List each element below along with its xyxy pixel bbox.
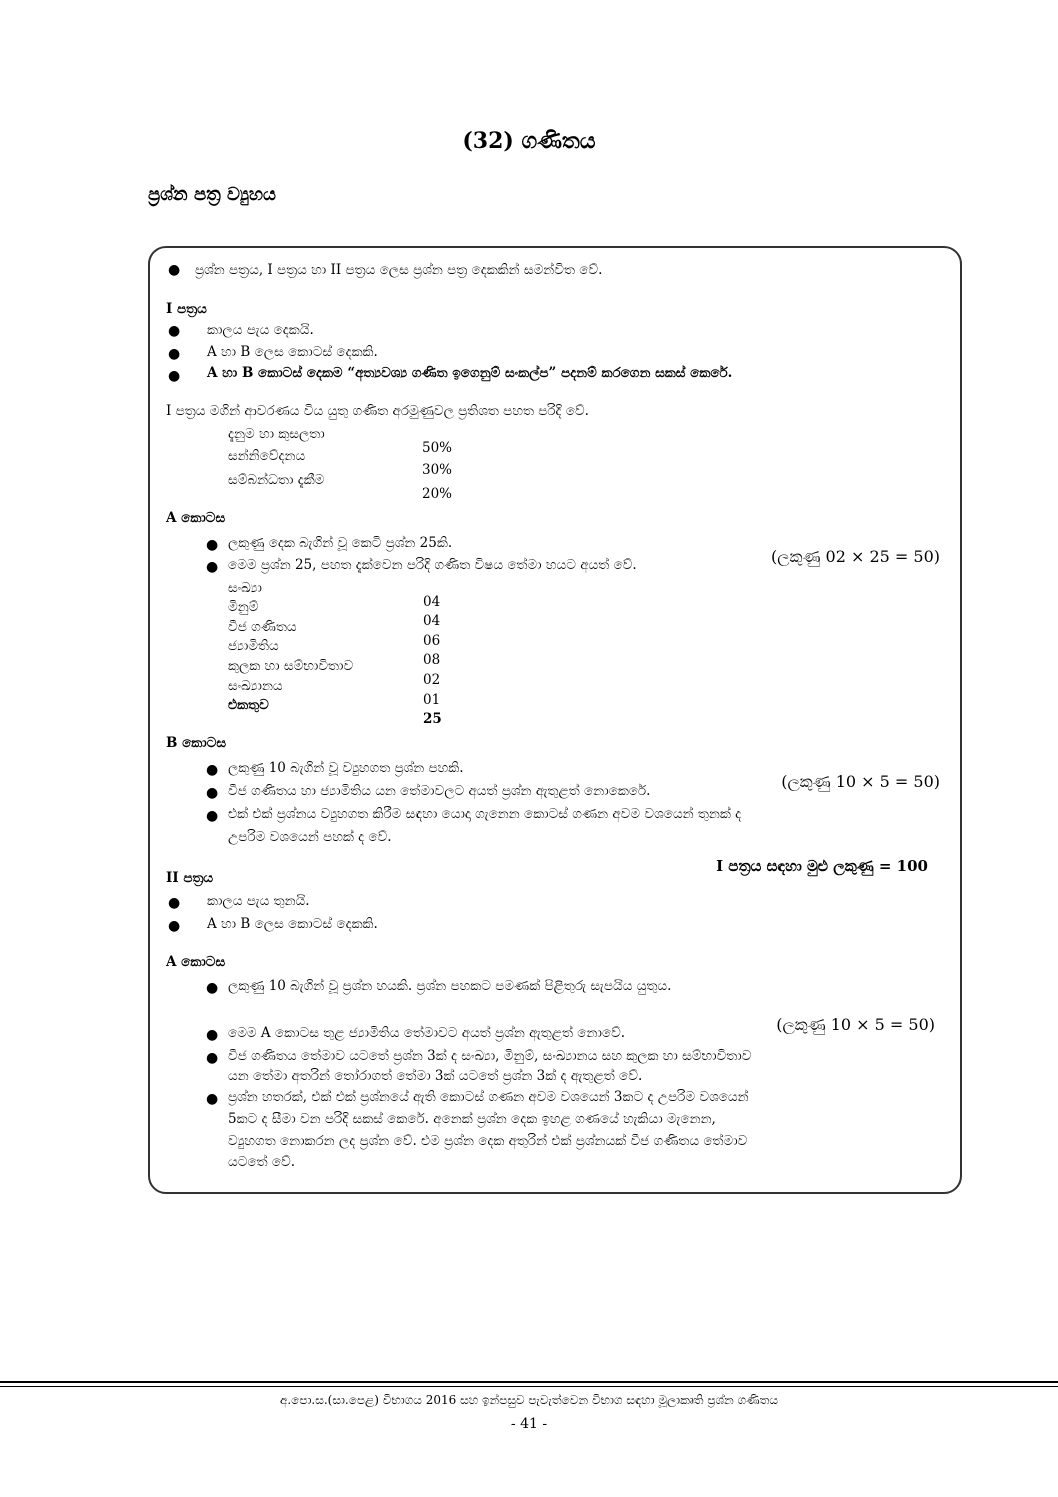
coverage-label: සන්නිවේදනය (228, 448, 306, 464)
paper1-partB-bullet-1: ලකුණු 10 බැගින් වූ ව්‍යුහගත ප්‍රශ්න පහකි. (228, 760, 464, 776)
paper2-bullet-1: කාලය පැය තුනයි. (207, 893, 310, 909)
theme-label: වීජ ගණිතය (228, 619, 297, 635)
paper2-partA-bullet-4a: ප්‍රශ්න හතරක්, එක් එක් ප්‍රශ්නයේ ඇති කොටස් ගණන අවම වශයෙන් 3කට ද උපරිම වශයෙන් (228, 1089, 749, 1105)
paper1-partA-bullet-1: ලකුණු දෙක බැගින් වූ කෙටි ප්‍රශ්න 25කි. (228, 535, 453, 551)
theme-label: ජ්‍යාමිතිය (228, 638, 279, 654)
bullet-icon: ● (206, 785, 219, 801)
section-subtitle: ප්‍රශ්න පත්‍ර ව්‍යුහය (148, 184, 277, 205)
bullet-icon: ● (206, 559, 219, 575)
bullet-icon: ● (168, 346, 181, 362)
bullet-icon: ● (206, 537, 219, 553)
paper2-bullet-2: A හා B ලෙස කොටස් දෙකකි. (207, 916, 378, 932)
paper1-partB-bullet-3a: එක් එක් ප්‍රශ්නය ව්‍යුහගත කිරීම සඳහා යොදා ගැනෙන කොටස් ගණන අවම වශයෙන් තුනක් ද (228, 806, 742, 822)
paper1-partA-heading: A කොටස (166, 510, 226, 526)
bullet-icon: ● (168, 918, 181, 934)
paper1-partB-marks: (ලකුණු 10 × 5 = 50) (781, 772, 940, 791)
theme-value: 01 (423, 691, 441, 708)
theme-label: සංඛ්‍යානය (228, 678, 283, 694)
paper1-total-marks: I පත්‍රය සඳහා මුළු ලකුණු = 100 (716, 857, 928, 875)
paper1-bullet-3: A හා B කොටස් දෙකම “අත්‍යවශ්‍ය ගණිත ඉගෙනුම් සංකල්ප” පදනම් කරගෙන සකස් කෙරේ. (207, 365, 733, 381)
paper2-partA-bullet-4b: 5කට ද සීමා වන පරිදි සකස් කෙරේ. අනෙක් ප්‍රශ්න දෙක ඉහළ ගණයේ හැකියා මැනෙන, (228, 1111, 716, 1127)
coverage-value: 50% (422, 439, 453, 456)
coverage-label: සම්බන්ධතා දැකීම (228, 472, 325, 488)
paper1-partA-marks: (ලකුණු 02 × 25 = 50) (771, 547, 940, 566)
paper1-bullet-2: A හා B ලෙස කොටස් දෙකකි. (207, 344, 378, 360)
paper1-partB-bullet-2: වීජ ගණිතය හා ජ්‍යාමිතිය යන තේමාවලට අයත් ප්‍රශ්න ඇතුළත් නොකෙරේ. (228, 783, 651, 799)
footer-divider (0, 1381, 1058, 1383)
theme-label: කුලක හා සම්භාවිතාව (228, 658, 354, 674)
paper2-partA-bullet-3a: වීජ ගණිතය තේමාව යටතේ ප්‍රශ්න 3ක් ද සංඛ්‍යා, මිනුම්, සංඛ්‍යානය සහ කුලක හා සම්භාවිතාව (228, 1048, 752, 1064)
bullet-icon: ● (168, 323, 181, 339)
bullet-icon: ● (206, 1091, 219, 1107)
bullet-icon: ● (168, 368, 181, 384)
bullet-icon: ● (206, 1050, 219, 1066)
coverage-intro: I පත්‍රය මගින් ආවරණය විය යුතු ගණිත අරමුණුවල ප්‍රතිශත පහත පරිදි වේ. (166, 403, 589, 419)
bullet-icon: ● (168, 262, 181, 278)
theme-label: මිනුම් (228, 599, 259, 615)
theme-value: 04 (423, 612, 441, 629)
paper2-partA-bullet-4c: ව්‍යුහගත නොකරන ලද ප්‍රශ්න වේ. එම ප්‍රශ්න දෙක අතුරින් එක් ප්‍රශ්නයක් වීජ ගණිතය තේමාව (228, 1133, 748, 1149)
paper2-heading: II පත්‍රය (166, 870, 214, 886)
theme-value: 04 (423, 593, 441, 610)
theme-value: 02 (423, 671, 441, 688)
paper2-partA-bullet-4d: යටතේ වේ. (228, 1154, 296, 1170)
paper1-partB-heading: B කොටස (166, 735, 227, 751)
paper2-partA-marks: (ලකුණු 10 × 5 = 50) (776, 1015, 935, 1034)
bullet-icon: ● (206, 980, 219, 996)
paper2-partA-bullet-2: මෙම A කොටස තුළ ජ්‍යාමිතිය තේමාවට අයත් ප්‍රශ්න ඇතුළත් නොවේ. (228, 1025, 626, 1041)
bullet-icon: ● (206, 762, 219, 778)
footer-divider (0, 1386, 1058, 1387)
theme-label: සංඛ්‍යා (228, 580, 262, 596)
bullet-icon: ● (206, 1027, 219, 1043)
paper1-partA-bullet-2: මෙම ප්‍රශ්න 25, පහත දැක්වෙන පරිදි ගණිත විෂය තේමා හයට අයත් වේ. (228, 557, 637, 573)
coverage-value: 20% (422, 485, 453, 502)
paper2-partA-bullet-3b: යන තේමා අතරින් තෝරාගත් තේමා 3ක් යටතේ ප්‍රශ්න 3ක් ද ඇතුළත් වේ. (228, 1068, 643, 1084)
footer-text: අ.පො.ස.(සා.පෙළ) විභාගය 2016 සහ ඉන්පසුව පැවැත්වෙන විභාග සඳහා මූලාකෘති ප්‍රශ්න ගණිතය (279, 1393, 779, 1407)
bullet-icon: ● (168, 895, 181, 911)
page-title: (32) ගණිතය (462, 128, 596, 154)
paper2-partA-heading: A කොටස (166, 954, 226, 970)
coverage-value: 30% (422, 461, 453, 478)
theme-value: 06 (423, 632, 441, 649)
paper2-partA-bullet-1: ලකුණු 10 බැගින් වූ ප්‍රශ්න හයකි. ප්‍රශ්න පහකට පමණක් පිළිතුරු සැපයිය යුතුය. (228, 978, 672, 994)
coverage-label: දැනුම හා කුසලතා (228, 426, 325, 442)
page-number: - 41 - (510, 1416, 548, 1432)
intro-text: ප්‍රශ්න පත්‍රය, I පත්‍රය හා II පත්‍රය ලෙස ප්‍රශ්න පත්‍ර දෙකකින් සමන්විත වේ. (195, 262, 603, 278)
theme-total-value: 25 (423, 710, 442, 727)
paper1-heading: I පත්‍රය (166, 301, 207, 317)
paper1-bullet-1: කාලය පැය දෙකයි. (207, 322, 314, 338)
theme-total-label: එකතුව (228, 697, 269, 713)
theme-value: 08 (423, 651, 441, 668)
paper1-partB-bullet-3b: උපරිම වශයෙන් පහක් ද වේ. (228, 829, 392, 845)
bullet-icon: ● (206, 808, 219, 824)
